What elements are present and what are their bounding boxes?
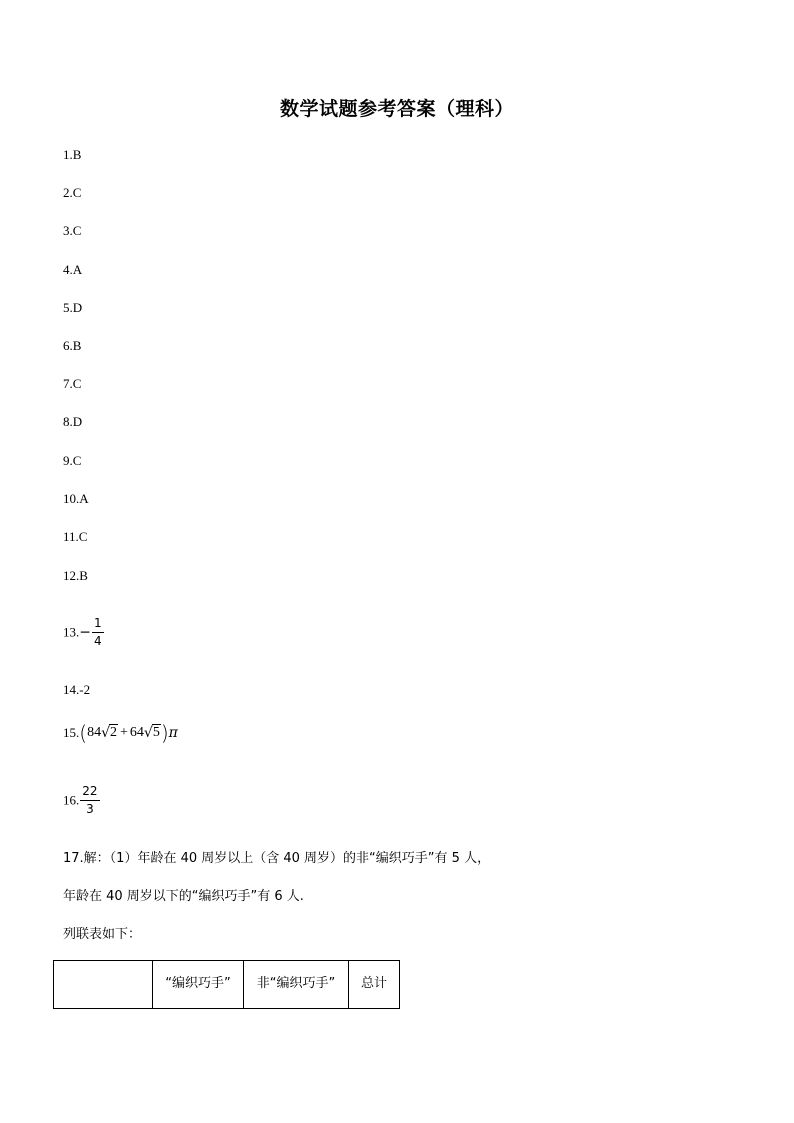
answer-7: 7.C <box>63 376 82 391</box>
page-title: 数学试题参考答案（理科） <box>279 98 514 120</box>
answer-1: 1.B <box>63 147 82 162</box>
table-header-cell: “编织巧手” <box>153 961 244 1009</box>
radicand: 5 <box>152 725 160 741</box>
answer-3: 3.C <box>63 223 82 238</box>
fraction-denominator: 4 <box>93 634 102 648</box>
fraction <box>92 616 104 649</box>
answer-8: 8.D <box>63 414 83 429</box>
minus-sign: − <box>79 624 91 641</box>
answer-12: 12.B <box>63 568 88 583</box>
answer-13: 13.− $\frac{1}{4}$ <box>63 616 102 648</box>
fraction <box>80 784 99 817</box>
answer-6: 6.B <box>63 338 82 353</box>
fraction-numerator: 1 <box>92 616 104 633</box>
table-header-cell: 非“编织巧手” <box>244 961 349 1009</box>
answer-2: 2.C <box>63 185 82 200</box>
table-header-row <box>54 961 400 1009</box>
open-paren: ( <box>79 721 88 746</box>
sqrt-symbol: √ <box>101 725 110 742</box>
answer-14: 14.-2 <box>63 682 91 697</box>
radicand: 2 <box>109 725 117 741</box>
table-header-cell: 总计 <box>349 961 400 1009</box>
solution-line-2: 年龄在 40 周岁以下的“编织巧手”有 6 人. <box>63 889 304 904</box>
contingency-table <box>53 960 400 1009</box>
answer-5: 5.D <box>63 300 83 315</box>
fraction-numerator: 22 <box>80 784 99 801</box>
answer-4: 4.A <box>63 262 83 277</box>
fraction-denominator: 3 <box>86 802 94 816</box>
close-paren: ) <box>160 721 169 746</box>
answer-10: 10.A <box>63 491 89 506</box>
sqrt-symbol: √ <box>143 725 153 742</box>
answer-16: 16. $\frac{22}{3}$ <box>63 784 98 816</box>
answer-9: 9.C <box>63 453 82 468</box>
answer-15: 15.(84√2 + 64√5)π <box>63 721 178 746</box>
answer-11: 11.C <box>63 529 88 544</box>
pi-symbol: π <box>168 725 178 742</box>
table-header-cell <box>54 961 153 1009</box>
solution-line-1: 17.解：（1）年龄在 40 周岁以上（含 40 周岁）的非“编织巧手”有 5 人， <box>63 851 491 866</box>
solution-line-3: 列联表如下： <box>63 927 142 942</box>
